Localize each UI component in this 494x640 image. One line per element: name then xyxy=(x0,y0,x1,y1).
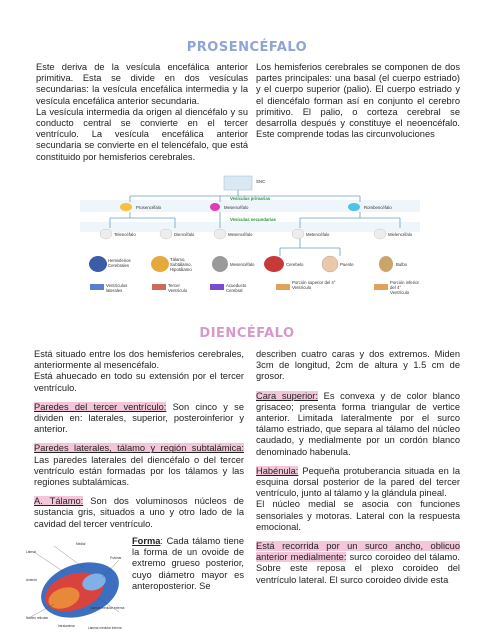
paragraph: Los hemisferios cerebrales se componen de dos partes principales: una basal (el cuerpo estriado) y el cuerpo superior (palio). El cuerpo estriado y el diencéfalo forman así en conjunto el cerebro primitivo. El palio, o corteza cerebral se desarrolla después y constituye el neoencéfalo. Este comprende todas las circunvoluciones xyxy=(256,62,460,140)
forma-heading: Forma xyxy=(132,536,161,546)
paragraph xyxy=(34,402,244,436)
adult-label: Tálamo, Subtálamo, Hipotálamo xyxy=(170,257,192,272)
highlight-heading: A. Tálamo: xyxy=(34,496,84,507)
paragraph xyxy=(256,466,460,500)
text: Son cinco y se dividen en: laterales, superior, posteroinferior y anterior. xyxy=(34,401,244,435)
paragraph: Está ahuecado en todo su extensión por el tercer ventrículo. xyxy=(34,371,244,393)
primary-label: Mesencéfalo xyxy=(224,205,249,210)
thalamus-figure xyxy=(24,538,130,634)
paragraph: Este deriva de la vesícula encefálica anterior primitiva. Esta se divide en dos vesículas secundarias: la vesícula encefálica intermedia y la vesícula encefálica anterior secundaria. xyxy=(36,62,248,106)
adult-label: Hemisferios Cerebrales xyxy=(108,258,131,268)
snc-label: SNC xyxy=(256,179,266,184)
figure-label: Lámina medular externa xyxy=(90,606,125,610)
hemisferios-image xyxy=(89,256,107,272)
paragraph: describen cuatro caras y dos extremos. Miden 3cm de longitud, 2cm de altura y 1.5 cm de grosor. xyxy=(256,349,460,382)
section-title-prosencefalo: PROSENCÉFALO xyxy=(186,40,308,55)
prosencefalo-right-column xyxy=(256,62,460,148)
adult-label: Puente xyxy=(340,262,354,267)
talamo-image xyxy=(151,256,169,272)
highlight-heading: Está recorrida por un surco ancho, oblicuo anterior medialmente: xyxy=(256,541,460,563)
text: Las paredes laterales del diencéfalo o del tercer ventrículo están formadas por los tálamos y las regiones subtalámicas. xyxy=(34,454,244,488)
metencefalo-icon xyxy=(292,229,304,239)
paragraph xyxy=(34,443,244,488)
cuarto-ventriculo-inf-icon xyxy=(374,284,388,290)
cavity-label: Ventrículos laterales xyxy=(106,283,128,293)
figure-label: Lámina medular interna xyxy=(88,626,122,630)
figure-label: Anterior xyxy=(26,578,38,582)
diencefalo-left-column xyxy=(34,349,244,538)
mielencefalo-icon xyxy=(374,229,386,239)
figure-label: Lateral xyxy=(26,550,36,554)
brain-development-diagram xyxy=(80,170,420,300)
secondary-label: Diencéfalo xyxy=(174,232,195,237)
cavity-label: Acueducto Cerebral xyxy=(226,283,247,293)
mesencefalo-icon xyxy=(210,203,220,211)
adult-label: Mesencéfalo xyxy=(230,262,255,267)
paragraph xyxy=(256,391,460,458)
adult-label: Bulbo xyxy=(396,262,407,267)
secondary-label: Mielencéfalo xyxy=(388,232,413,237)
cavity-label: Porción inferior del 4° Ventrículo xyxy=(390,280,419,295)
text: surco coroideo del tálamo. Sobre este reposa el plexo coroideo del ventrículo lateral. El surco coroideo divide esta xyxy=(256,552,460,585)
band1-label: Vesículas primarias xyxy=(230,196,271,201)
prosencefalo-icon xyxy=(120,203,132,211)
text: Es convexa y de color blanco grisaceo; presenta forma triangular de vertice anterior. Limitada lateralmente por el surco tálamo estriado, que separa al tálamo del núcleo caudado, y medialmente por un cordón blanco denominado habenula. xyxy=(256,390,461,457)
prosencefalo-left-column xyxy=(36,62,248,171)
section-title-diencefalo: DIENCÉFALO xyxy=(199,326,295,341)
puente-image xyxy=(322,256,338,272)
cavity-label: Tercer Ventrículo xyxy=(168,283,188,293)
figure-label: Pulvinar xyxy=(110,556,122,560)
diencefalo-icon xyxy=(160,229,172,239)
figure-label: Intralaminar xyxy=(58,624,75,628)
secondary-label: Mesencéfalo xyxy=(228,232,253,237)
band2-label: Vesículas secundarias xyxy=(230,217,276,222)
primary-label: Prosencéfalo xyxy=(136,205,162,210)
highlight-heading: Paredes del tercer ventrículo: xyxy=(34,401,167,412)
paragraph xyxy=(34,496,244,530)
cuarto-ventriculo-sup-icon xyxy=(276,284,290,290)
text: Pequeña protuberancia situada en la esquina dorsal posterior de la pared del tercer ventrículo, junto al tálamo y la glándula pineal. xyxy=(256,465,460,499)
paragraph: La vesícula intermedia da origen al diencéfalo y su conducto central se convierte en el tercer ventrículo. La vesícula encefálica anterior secundaria se convierte en el telencéfalo, que está constituido por hemisferios cerebrales. xyxy=(36,106,248,162)
figure-label: Medial xyxy=(76,542,86,546)
mesencefalo-brain-icon xyxy=(214,229,226,239)
text: Son dos voluminosos núcleos de sustancia gris, situados a uno y otro lado de la cavidad del tercer ventrículo. xyxy=(34,496,244,529)
paragraph: Está situado entre los dos hemisferios cerebrales, anteriormente al mesencéfalo. xyxy=(34,349,244,371)
tercer-ventriculo-icon xyxy=(152,284,166,290)
rombencefalo-icon xyxy=(348,203,360,211)
secondary-band xyxy=(80,222,420,232)
highlight-heading: Cara superior: xyxy=(256,390,318,401)
telencefalo-icon xyxy=(100,229,112,239)
text: : Cada tálamo tiene la forma de un ovoide de extremo grueso posterior, cuyo diámetro mayor es anteroposterior. Se xyxy=(132,536,244,591)
forma-paragraph xyxy=(132,536,244,592)
ventriculos-laterales-icon xyxy=(90,284,104,290)
secondary-label: Metencéfalo xyxy=(306,232,330,237)
highlight-heading: Habénula: xyxy=(256,465,299,476)
paragraph xyxy=(256,541,460,586)
snc-icon xyxy=(224,176,252,190)
paragraph: El núcleo medial se asocia con funciones sensoriales y motoras. Lateral con la respuesta emocional. xyxy=(256,499,460,532)
cavity-label: Porción superior del 4° Ventrículo xyxy=(292,280,336,290)
secondary-label: Telencéfalo xyxy=(114,232,136,237)
highlight-heading: Paredes laterales, tálamo y región subtalámica: xyxy=(34,443,244,454)
adult-label: Cerebelo xyxy=(286,262,304,267)
primary-label: Rombencéfalo xyxy=(364,205,392,210)
diencefalo-right-column xyxy=(256,349,460,594)
cerebelo-image xyxy=(264,256,284,272)
mesencefalo-adult-image xyxy=(212,256,228,272)
bulbo-image xyxy=(379,256,393,272)
acueducto-icon xyxy=(210,284,224,290)
figure-label: Núcleo reticular xyxy=(26,616,49,620)
